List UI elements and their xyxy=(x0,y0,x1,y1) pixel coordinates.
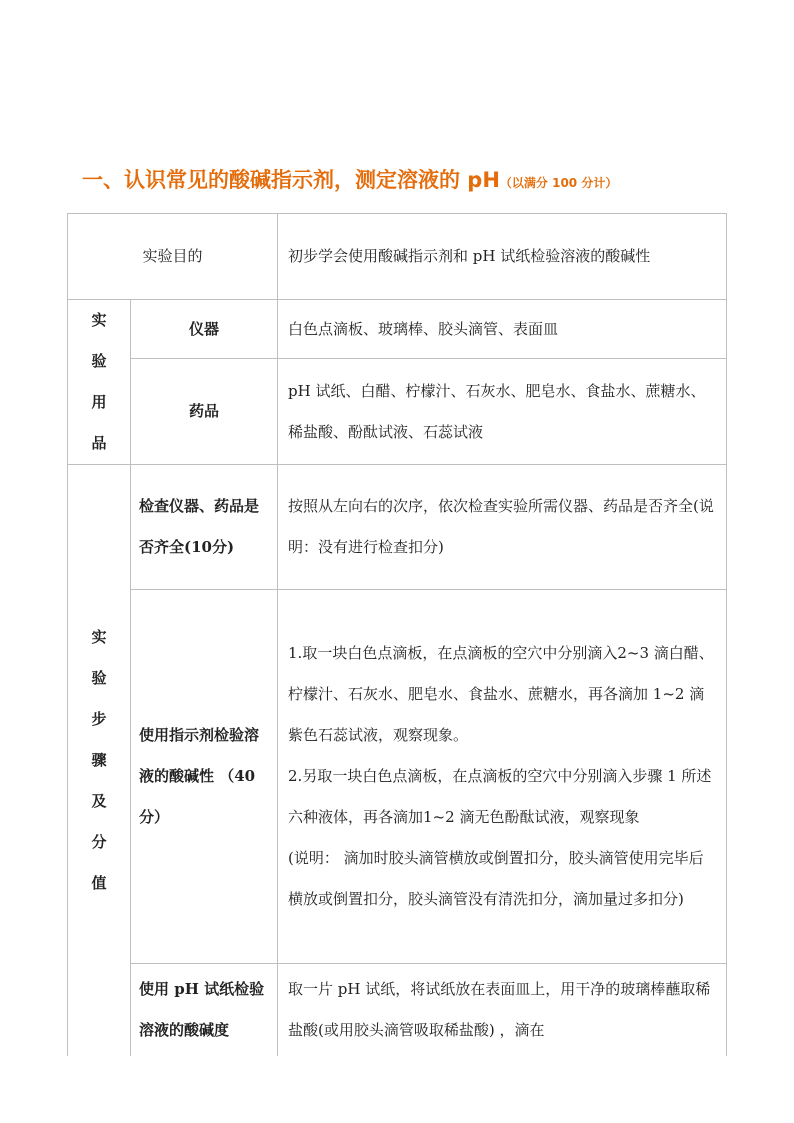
instruments-label: 仪器 xyxy=(131,300,278,359)
experiment-table xyxy=(67,213,727,1056)
purpose-text: 初步学会使用酸碱指示剂和 pH 试纸检验溶液的酸碱性 xyxy=(278,214,727,300)
row-purpose xyxy=(68,214,727,300)
instruments-text: 白色点滴板、玻璃棒、胶头滴管、表面皿 xyxy=(278,300,727,359)
purpose-label: 实验目的 xyxy=(68,214,278,300)
row-reagents xyxy=(68,359,727,465)
reagents-text: pH 试纸、白醋、柠檬汁、石灰水、肥皂水、食盐水、蔗糖水、稀盐酸、酚酞试液、石蕊试液 xyxy=(278,359,727,465)
section-heading-main: 一、认识常见的酸碱指示剂，测定溶液的 pH xyxy=(82,168,500,192)
section-heading xyxy=(82,164,722,196)
indicator-text xyxy=(278,590,727,964)
indicator-label: 使用指示剂检验溶液的酸碱性 （40分） xyxy=(131,590,278,964)
reagents-label: 药品 xyxy=(131,359,278,465)
row-instruments xyxy=(68,300,727,359)
indicator-note: (说明： 滴加时胶头滴管横放或倒置扣分，胶头滴管使用完毕后横放或倒置扣分，胶头滴管没有清洗扣分，滴加量过多扣分) xyxy=(288,849,704,908)
ph-text: 取一片 pH 试纸，将试纸放在表面皿上，用干净的玻璃棒蘸取稀盐酸(或用胶头滴管吸取稀盐酸) ，滴在 xyxy=(278,964,727,1057)
section-heading-note: （以满分 100 分计） xyxy=(499,176,618,190)
row-indicator xyxy=(68,590,727,964)
supplies-label: 实验用品 xyxy=(68,300,131,465)
indicator-step-2: 2.另取一块白色点滴板，在点滴板的空穴中分别滴入步骤 1 所述六种液体，再各滴加1~2 滴无色酚酞试液，观察现象 xyxy=(288,767,712,826)
check-label: 检查仪器、药品是否齐全(10分) xyxy=(131,465,278,590)
row-ph xyxy=(68,964,727,1057)
ph-label: 使用 pH 试纸检验溶液的酸碱度 xyxy=(131,964,278,1057)
row-check xyxy=(68,465,727,590)
steps-label: 实验步骤及分值 xyxy=(68,465,131,1057)
indicator-step-1: 1.取一块白色点滴板，在点滴板的空穴中分别滴入2~3 滴白醋、柠檬汁、石灰水、肥皂水、食盐水、蔗糖水，再各滴加 1~2 滴紫色石蕊试液，观察现象。 xyxy=(288,644,714,744)
check-text: 按照从左向右的次序，依次检查实验所需仪器、药品是否齐全(说明：没有进行检查扣分) xyxy=(278,465,727,590)
